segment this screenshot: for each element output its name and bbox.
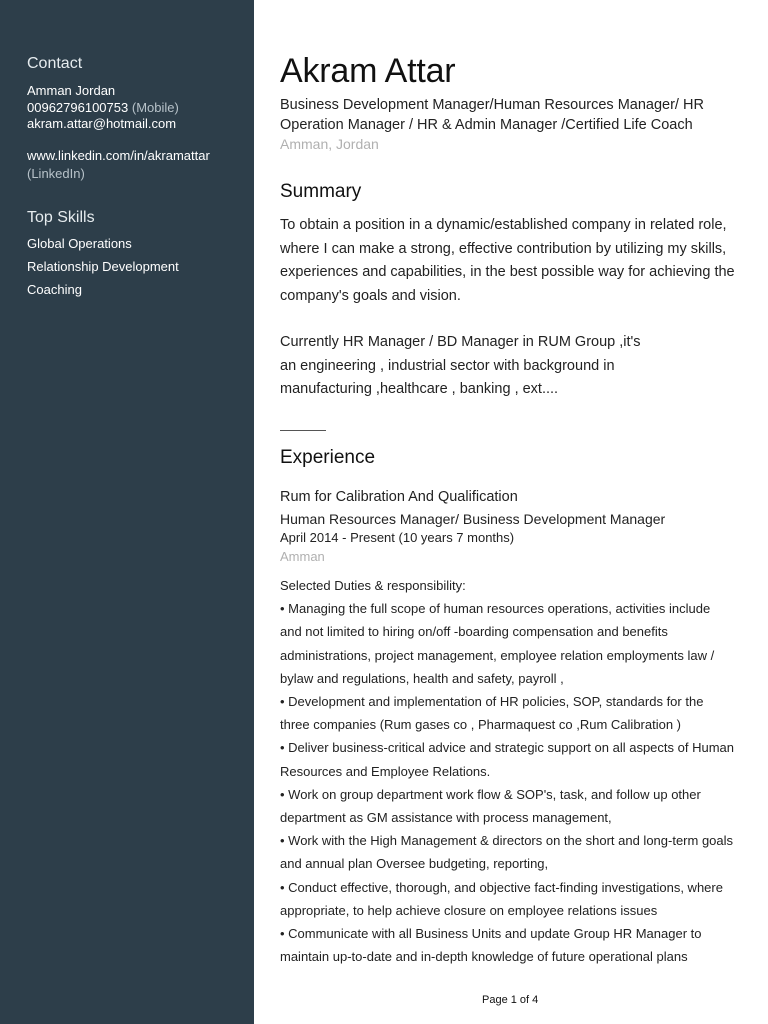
- duty-line: • Communicate with all Business Units and update Group HR Manager to: [280, 926, 702, 942]
- duty-line: • Managing the full scope of human resources operations, activities include: [280, 601, 711, 617]
- duty-line: department as GM assistance with process management,: [280, 810, 612, 826]
- skill-item: Relationship Development: [27, 259, 179, 274]
- section-divider: [280, 430, 326, 431]
- duty-line: and not limited to hiring on/off -boarding compensation and benefits: [280, 624, 668, 640]
- duty-line: • Deliver business-critical advice and strategic support on all aspects of Human: [280, 740, 734, 756]
- sidebar: [0, 0, 254, 1024]
- summary-paragraph: To obtain a position in a dynamic/established company in related role, where I can make a strong, effective contribution by utilizing my skills, experiences and capabilities, in the best possible way for achieving the company's goals and vision.: [280, 217, 735, 304]
- duty-line: • Conduct effective, thorough, and objective fact-finding investigations, where: [280, 879, 723, 895]
- contact-linkedin-label: (LinkedIn): [27, 166, 85, 181]
- experience-dates: April 2014 - Present (10 years 7 months): [280, 530, 515, 545]
- contact-phone[interactable]: 00962796100753: [27, 100, 129, 115]
- skill-item: Global Operations: [27, 236, 132, 251]
- page-number: Page 1 of 4: [482, 994, 539, 1006]
- duty-line: and annual plan Oversee budgeting, reporting,: [280, 856, 549, 872]
- duty-line: • Work on group department work flow & SOP's, task, and follow up other: [280, 786, 701, 802]
- profile-headline: Business Development Manager/Human Resources Manager/ HR Operation Manager / HR & Admin Manager /Certified Life Coach: [280, 97, 704, 133]
- duty-line: appropriate, to help achieve closure on employee relations issues: [280, 902, 658, 918]
- duty-line: three companies (Rum gases co , Pharmaquest co ,Rum Calibration ): [280, 717, 682, 733]
- contact-linkedin-url[interactable]: www.linkedin.com/in/akramattar: [27, 148, 210, 163]
- duty-line: Resources and Employee Relations.: [280, 763, 491, 779]
- summary-line: an engineering , industrial sector with background in: [280, 357, 615, 374]
- top-skills-heading: Top Skills: [27, 209, 95, 226]
- contact-location: Amman Jordan: [27, 83, 116, 98]
- contact-phone-type: (Mobile): [131, 100, 179, 115]
- duty-line: administrations, project management, employee relation employments law /: [280, 647, 715, 663]
- duties-heading: Selected Duties & responsibility:: [280, 578, 466, 593]
- summary-current-role: [280, 331, 745, 402]
- summary-line: Currently HR Manager / BD Manager in RUM Group ,it's: [280, 334, 641, 350]
- duty-line: bylaw and regulations, health and safety, payroll ,: [280, 670, 564, 686]
- experience-role: Human Resources Manager/ Business Development Manager: [280, 511, 666, 527]
- profile-name: Akram Attar: [280, 52, 456, 90]
- contact-phone-row: [27, 100, 179, 116]
- duty-line: maintain up-to-date and in-depth knowledge of future operational plans: [280, 949, 688, 965]
- skill-item: Coaching: [27, 282, 82, 297]
- duty-line: • Development and implementation of HR policies, SOP, standards for the: [280, 694, 704, 710]
- experience-duties: [280, 574, 745, 968]
- summary-line: manufacturing ,healthcare , banking , ext....: [280, 381, 559, 397]
- contact-heading: Contact: [27, 55, 83, 72]
- profile-location: Amman, Jordan: [280, 136, 379, 152]
- summary-heading: Summary: [280, 181, 362, 202]
- experience-heading: Experience: [280, 447, 376, 468]
- experience-location: Amman: [280, 549, 325, 564]
- duty-line: • Work with the High Management & directors on the short and long-term goals: [280, 833, 734, 849]
- experience-company: Rum for Calibration And Qualification: [280, 489, 518, 505]
- contact-email[interactable]: akram.attar@hotmail.com: [27, 116, 177, 131]
